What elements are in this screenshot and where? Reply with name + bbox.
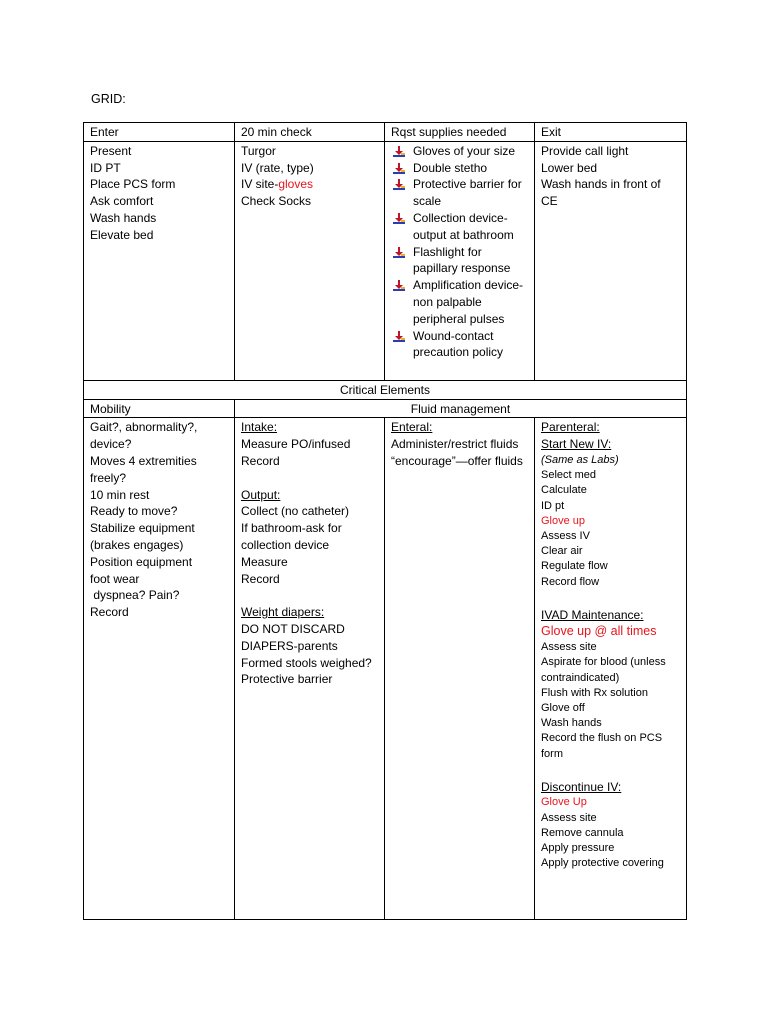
exit-item: Wash hands in front of CE xyxy=(541,177,661,209)
enter-item: Wash hands xyxy=(90,210,157,225)
arrow-bullet-icon xyxy=(393,247,405,258)
output-title: Output: xyxy=(241,487,281,502)
ivad-item: Glove off xyxy=(541,702,585,715)
arrow-bullet-icon xyxy=(393,331,405,342)
critical-elements-title: Critical Elements xyxy=(84,380,687,399)
mobility-item: Record xyxy=(90,605,129,620)
supply-label: Protective barrier for scale xyxy=(413,177,522,209)
start-glove-up: Glove up xyxy=(541,514,586,527)
header-20-min-check: 20 min check xyxy=(235,123,385,142)
exit-item: Provide call light xyxy=(541,143,629,158)
discontinue-item: Assess site xyxy=(541,811,597,824)
header-rqst-supplies: Rqst supplies needed xyxy=(385,123,535,142)
ivad-title: IVAD Maintenance: xyxy=(541,607,644,622)
check-item: Check Socks xyxy=(241,194,312,209)
mobility-item: dyspnea? Pain? xyxy=(90,588,180,603)
parenteral-cell xyxy=(535,418,687,920)
page-heading: GRID: xyxy=(91,92,126,106)
arrow-bullet-icon xyxy=(393,163,405,174)
check-item: IV (rate, type) xyxy=(241,160,314,175)
grid-table xyxy=(83,122,687,920)
supply-label: Double stetho xyxy=(413,160,488,175)
discontinue-list xyxy=(541,795,680,871)
supply-label: Wound-contact precaution policy xyxy=(413,328,504,360)
mobility-item: Gait?, abnormality?, device? xyxy=(90,420,198,452)
supply-item xyxy=(391,244,528,278)
ivad-item: Flush with Rx solution xyxy=(541,686,648,699)
enter-item: Present xyxy=(90,143,132,158)
arrow-bullet-icon xyxy=(393,280,405,291)
parenteral-title: Parenteral: xyxy=(541,420,600,435)
start-item: Record flow xyxy=(541,575,600,588)
enter-cell xyxy=(84,141,235,380)
start-item: Regulate flow xyxy=(541,560,608,573)
section-header-row xyxy=(84,399,687,418)
supply-item xyxy=(391,328,528,362)
supply-item xyxy=(391,210,528,244)
intake-item: Measure PO/infused xyxy=(241,437,351,452)
check-cell xyxy=(235,141,385,380)
mobility-item: Moves 4 extremities freely? xyxy=(90,453,197,485)
check-item-iv-site xyxy=(241,176,378,193)
fluid-management-header: Fluid management xyxy=(235,399,687,418)
discontinue-glove-up: Glove Up xyxy=(541,796,587,809)
mobility-item: Position equipment xyxy=(90,554,193,569)
enteral-item: Administer/restrict fluids xyxy=(391,437,519,452)
enteral-title: Enteral: xyxy=(391,420,433,435)
header-exit: Exit xyxy=(535,123,687,142)
ivad-item: Assess site xyxy=(541,641,597,654)
supplies-list xyxy=(391,143,528,361)
discontinue-item: Apply protective covering xyxy=(541,857,664,870)
spacer xyxy=(541,590,680,607)
output-item: Measure xyxy=(241,554,288,569)
ivad-item: Aspirate for blood (unless contraindicated) xyxy=(541,656,666,684)
start-item: Clear air xyxy=(541,545,583,558)
spacer xyxy=(541,762,680,779)
critical-elements-row xyxy=(84,380,687,399)
supply-label: Collection device-output at bathroom xyxy=(413,210,514,242)
discontinue-item: Apply pressure xyxy=(541,842,615,855)
supply-item xyxy=(391,277,528,327)
intake-title: Intake: xyxy=(241,420,278,435)
supply-label: Amplification device-non palpable peripheral pulses xyxy=(413,278,524,326)
spacer xyxy=(241,587,378,604)
arrow-bullet-icon xyxy=(393,146,405,157)
supply-item xyxy=(391,143,528,160)
weight-title: Weight diapers: xyxy=(241,605,325,620)
mobility-item: Stabilize equipment (brakes engages) xyxy=(90,521,195,552)
header-row xyxy=(84,123,687,142)
iv-site-prefix: IV site- xyxy=(241,177,279,192)
supply-label: Flashlight for papillary response xyxy=(413,244,511,276)
weight-item: DO NOT DISCARD DIAPERS-parents xyxy=(241,621,345,653)
start-item: Calculate xyxy=(541,484,587,497)
output-item: Record xyxy=(241,571,280,586)
intake-output-cell xyxy=(235,418,385,920)
ivad-item: Wash hands xyxy=(541,717,602,730)
start-item: Assess IV xyxy=(541,530,590,542)
supply-item xyxy=(391,176,528,210)
enter-item: Ask comfort xyxy=(90,194,154,209)
ivad-glove-up: Glove up @ all times xyxy=(541,624,657,639)
mobility-item: foot wear xyxy=(90,571,140,586)
ivad-list xyxy=(541,640,680,762)
weight-item: Formed stools weighed? xyxy=(241,655,372,670)
start-note: (Same as Labs) xyxy=(541,453,619,466)
exit-item: Lower bed xyxy=(541,160,598,175)
iv-site-gloves: gloves xyxy=(278,177,314,192)
enter-item: Place PCS form xyxy=(90,177,176,192)
output-item: If bathroom-ask for collection device xyxy=(241,521,342,552)
enter-item: ID PT xyxy=(90,160,121,175)
arrow-bullet-icon xyxy=(393,213,405,224)
intake-item: Record xyxy=(241,453,280,468)
start-new-iv-title: Start New IV: xyxy=(541,437,612,452)
supplies-cell xyxy=(385,141,535,380)
ivad-item: Record the flush on PCS form xyxy=(541,732,663,760)
start-new-iv-list xyxy=(541,453,680,590)
exit-cell xyxy=(535,141,687,380)
enter-item: Elevate bed xyxy=(90,227,154,242)
mobility-header: Mobility xyxy=(84,399,235,418)
weight-item: Protective barrier xyxy=(241,672,333,687)
tasks-row xyxy=(84,141,687,380)
spacer xyxy=(241,470,378,487)
start-item: Select med xyxy=(541,469,597,482)
mobility-cell xyxy=(84,418,235,920)
supply-label: Gloves of your size xyxy=(413,143,516,158)
supply-item xyxy=(391,160,528,177)
enteral-cell xyxy=(385,418,535,920)
start-item: ID pt xyxy=(541,499,565,512)
output-item: Collect (no catheter) xyxy=(241,504,350,519)
enteral-item: “encourage”—offer fluids xyxy=(391,453,523,468)
mobility-item: 10 min rest xyxy=(90,487,150,502)
details-row xyxy=(84,418,687,920)
discontinue-title: Discontinue IV: xyxy=(541,779,622,794)
discontinue-item: Remove cannula xyxy=(541,826,624,839)
check-item: Turgor xyxy=(241,143,276,158)
header-enter: Enter xyxy=(84,123,235,142)
arrow-bullet-icon xyxy=(393,179,405,190)
mobility-item: Ready to move? xyxy=(90,504,178,519)
